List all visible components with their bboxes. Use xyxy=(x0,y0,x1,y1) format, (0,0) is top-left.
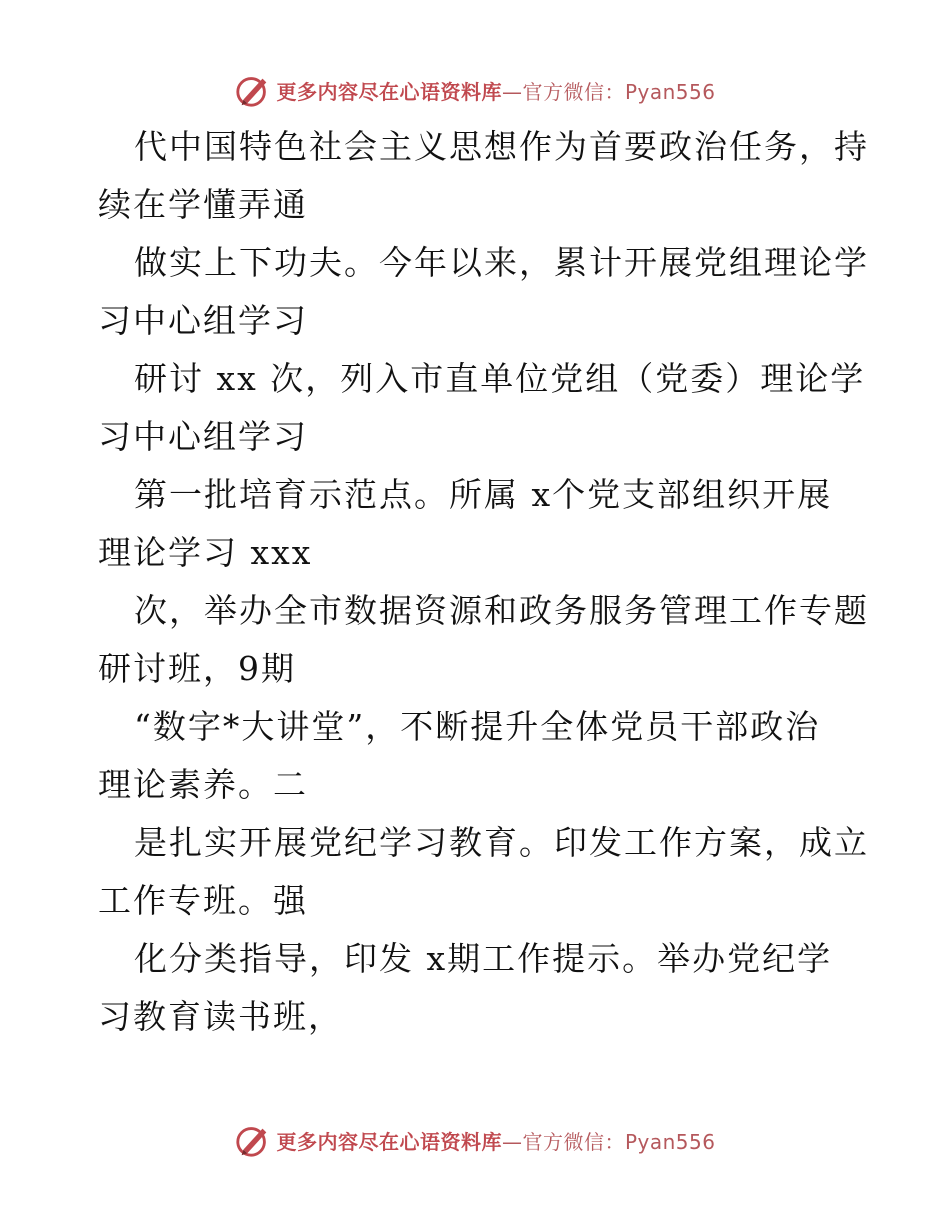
banner-wechat-text: 官方微信：Pyan556 xyxy=(522,1129,716,1154)
body-line: 是扎实开展党纪学习教育。印发工作方案，成立 xyxy=(134,823,869,862)
pen-logo-icon xyxy=(234,71,272,109)
body-line: 工作专班。强 xyxy=(98,881,308,920)
banner-brand-text: 更多内容尽在心语资料库 xyxy=(276,1129,502,1154)
banner-separator: — xyxy=(501,1129,523,1154)
body-line: 研讨班，9期 xyxy=(98,649,296,688)
banner-wechat-text: 官方微信：Pyan556 xyxy=(522,79,716,104)
body-line: 第一批培育示范点。所属 x个党支部组织开展 xyxy=(134,475,833,514)
body-line: 理论学习 xxx xyxy=(98,533,313,572)
body-line: 续在学懂弄通 xyxy=(98,185,308,224)
document-body xyxy=(98,118,869,1046)
banner-separator: — xyxy=(501,79,523,104)
body-line: 习中心组学习 xyxy=(98,417,308,456)
body-line: 习中心组学习 xyxy=(98,301,308,340)
body-line: 化分类指导，印发 x期工作提示。举办党纪学 xyxy=(134,939,833,978)
body-line: 做实上下功夫。今年以来，累计开展党组理论学 xyxy=(134,243,869,282)
banner-brand-text: 更多内容尽在心语资料库 xyxy=(276,79,502,104)
pen-logo-icon xyxy=(234,1121,272,1159)
body-line: 理论素养。二 xyxy=(98,765,308,804)
body-line: 代中国特色社会主义思想作为首要政治任务，持 xyxy=(134,127,869,166)
body-line: 研讨 xx 次，列入市直单位党组（党委）理论学 xyxy=(134,359,866,398)
footer-banner xyxy=(0,1120,950,1160)
body-line: 习教育读书班， xyxy=(98,997,343,1036)
body-line: “数字*大讲堂”，不断提升全体党员干部政治 xyxy=(134,707,821,746)
body-line: 次，举办全市数据资源和政务服务管理工作专题 xyxy=(134,591,869,630)
header-banner xyxy=(0,70,950,110)
